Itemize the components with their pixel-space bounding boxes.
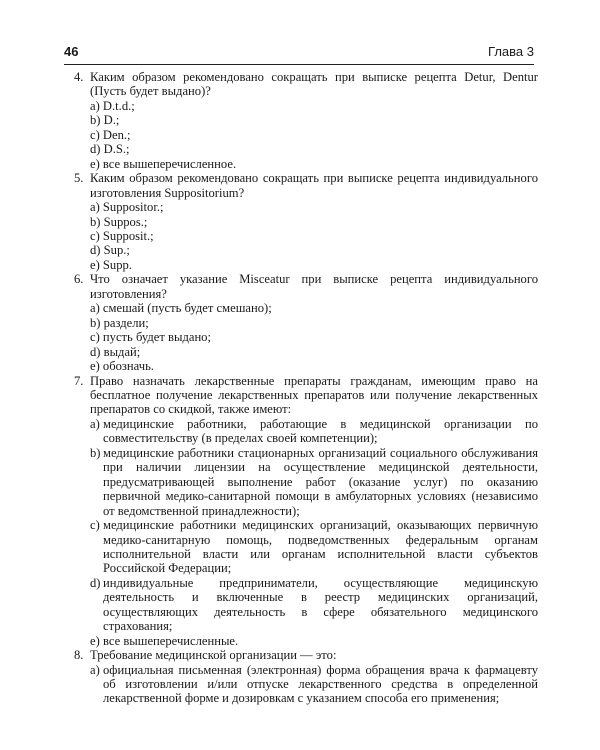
question-4 — [74, 70, 538, 171]
answer-option: d) D.S.; — [90, 142, 130, 157]
option-text: медицинские работники стационарных организаций социального обслуживания при наличии лицензии на осуществление медицинской деятельности, предусматривающей выполнение работ (оказание услуг) по оказанию первичной медико-санитарной помощи в амбулаторных условиях (независимо от ведомственной принадлежности); — [103, 445, 538, 518]
question-number: 8. — [74, 648, 84, 663]
answer-option: c) Den.; — [90, 127, 131, 142]
answer-option: a) Suppositor.; — [90, 200, 164, 215]
answer-option: b) D.; — [90, 113, 120, 128]
answer-option: a) смешай (пусть будет смешано); — [90, 301, 272, 316]
option-letter: a) — [90, 416, 100, 431]
option-letter: c) — [90, 518, 100, 533]
answer-option: d) Sup.; — [90, 243, 130, 258]
question-text: Каким образом рекомендовано сокращать при выписке рецепта индивидуального изготовления Suppositorium? — [90, 171, 538, 200]
page-header — [64, 44, 534, 65]
answer-option: b) раздели; — [90, 315, 149, 330]
answer-option: c) пусть будет выдано; — [90, 330, 211, 345]
option-text: медицинские работники медицинских организаций, оказывающих первичную медико-санитарную помощь, подведомственных федеральным органам исполнительной власти или органам исполнительной власти субъектов Российской Федерации; — [103, 518, 538, 576]
answer-option — [90, 634, 538, 648]
option-letter: b) — [90, 445, 101, 460]
question-text: Требование медицинской организации — это: — [90, 648, 337, 663]
question-5 — [74, 171, 538, 272]
option-text: официальная письменная (электронная) форма обращения врача к фармацевту об изготовлении и/или отпуске лекарственного средства в определенной лекарственной форме и дозировкам с указанием способа его применения; — [103, 662, 538, 706]
answer-option: e) обозначь. — [90, 359, 154, 374]
answer-option — [90, 576, 538, 634]
question-7 — [74, 373, 538, 649]
answer-option: e) все вышеперечисленное. — [90, 156, 237, 171]
option-text: индивидуальные предприниматели, осуществляющие медицинскую деятельность и включенные в реестр медицинских организаций, осуществляющих деятельность в сфере обязательного медицинского страхования; — [103, 575, 538, 634]
answer-option — [90, 663, 538, 706]
question-text: Каким образом рекомендовано сокращать при выписке рецепта Detur, Dentur (Пусть будет выдано)? — [90, 70, 538, 99]
question-number: 5. — [74, 171, 84, 186]
question-6 — [74, 272, 538, 374]
answer-option: b) Suppos.; — [90, 214, 148, 229]
question-8 — [74, 648, 538, 706]
answer-option: d) выдай; — [90, 344, 141, 359]
page-number: 46 — [64, 44, 79, 59]
answer-option: c) Supposit.; — [90, 228, 154, 243]
answer-option — [90, 518, 538, 576]
option-text: все вышеперечисленные. — [103, 633, 239, 648]
question-number: 4. — [74, 70, 84, 84]
option-letter: a) — [90, 662, 100, 677]
answer-option: a) D.t.d.; — [90, 98, 135, 113]
chapter-title: Глава 3 — [488, 44, 534, 59]
page-content — [74, 70, 538, 706]
option-letter: e) — [90, 633, 100, 648]
question-number: 7. — [74, 373, 84, 388]
answer-option — [90, 446, 538, 518]
option-text: медицинские работники, работающие в медицинской организации по совместительству (в пределах своей компетенции); — [103, 416, 538, 446]
question-number: 6. — [74, 272, 84, 287]
question-text: Право назначать лекарственные препараты гражданам, имеющим право на бесплатное получение лекарственных препаратов или получение лекарственных препаратов со скидкой, также имеют: — [90, 373, 538, 417]
answer-option: e) Supp. — [90, 257, 132, 272]
option-letter: d) — [90, 575, 101, 590]
question-text: Что означает указание Misceatur при выписке рецепта индивидуального изготовления? — [90, 272, 538, 301]
answer-option — [90, 417, 538, 446]
